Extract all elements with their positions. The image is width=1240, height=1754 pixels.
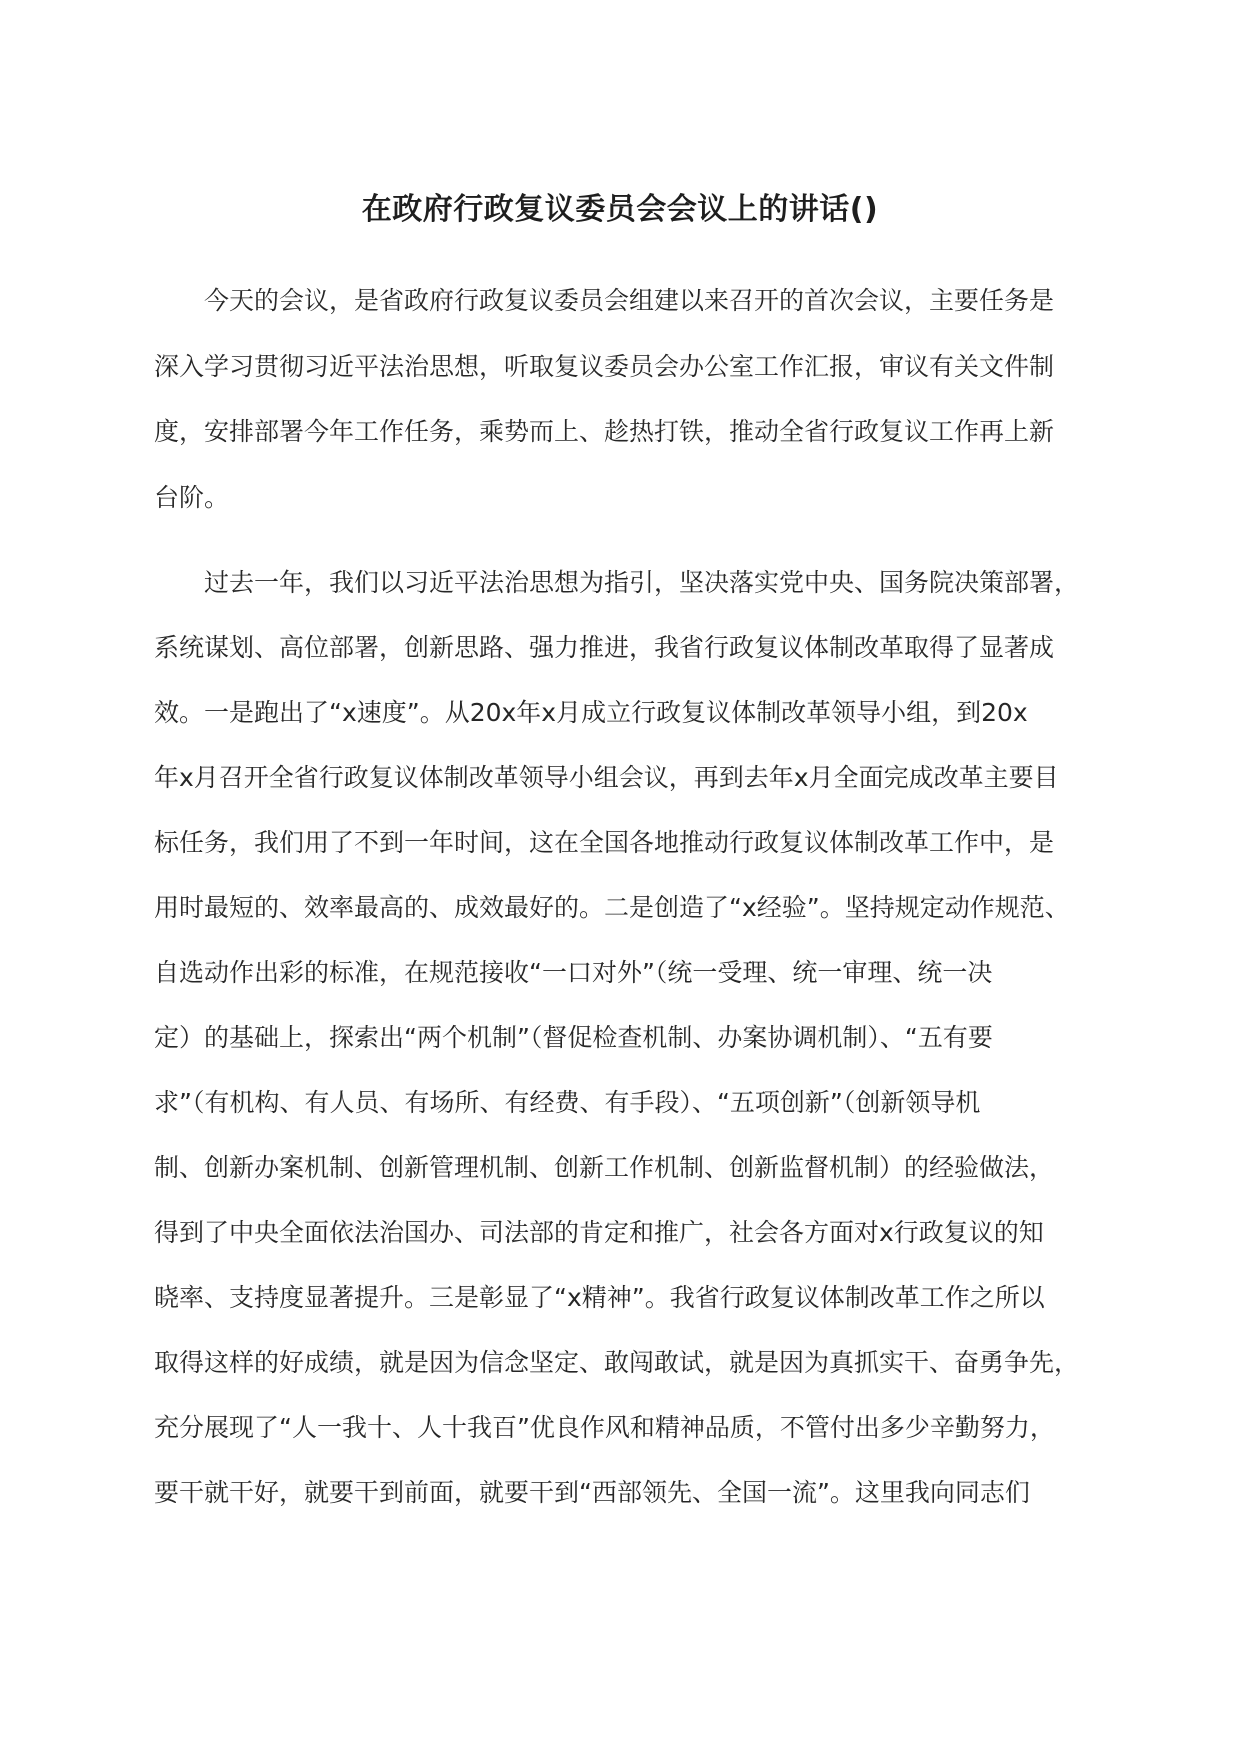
paragraph-line: 要干就干好，就要干到前面，就要干到“西部领先、全国一流”。这里我向同志们 bbox=[154, 1478, 1030, 1507]
paragraph-line: 系统谋划、高位部署，创新思路、强力推进，我省行政复议体制改革取得了显著成 bbox=[154, 633, 1055, 662]
paragraph-line: 自选动作出彩的标准，在规范接收“一口对外”（统一受理、统一审理、统一决 bbox=[154, 958, 993, 987]
paragraph-line: 度，安排部署今年工作任务，乘势而上、趁热打铁，推动全省行政复议工作再上新 bbox=[154, 417, 1055, 446]
paragraph-line: 用时最短的、效率最高的、成效最好的。二是创造了“x经验”。坚持规定动作规范、 bbox=[154, 893, 1070, 922]
paragraph-line: 得到了中央全面依法治国办、司法部的肯定和推广，社会各方面对x行政复议的知 bbox=[154, 1218, 1044, 1247]
paragraph-line: 晓率、支持度显著提升。三是彰显了“x精神”。我省行政复议体制改革工作之所以 bbox=[154, 1283, 1045, 1312]
paragraph-line: 取得这样的好成绩，就是因为信念坚定、敢闯敢试，就是因为真抓实干、奋勇争先， bbox=[154, 1348, 1080, 1377]
paragraph-line: 效。一是跑出了“x速度”。从20x年x月成立行政复议体制改革领导小组，到20x bbox=[154, 698, 1028, 727]
paragraph-line: 充分展现了“人一我十、人十我百”优良作风和精神品质，不管付出多少辛勤努力， bbox=[154, 1413, 1055, 1442]
paragraph-line: 标任务，我们用了不到一年时间，这在全国各地推动行政复议体制改革工作中，是 bbox=[154, 828, 1055, 857]
paragraph-line: 台阶。 bbox=[154, 483, 230, 512]
paragraph-line: 今天的会议，是省政府行政复议委员会组建以来召开的首次会议，主要任务是 bbox=[204, 286, 1055, 315]
paragraph-line: 制、创新办案机制、创新管理机制、创新工作机制、创新监督机制）的经验做法， bbox=[154, 1153, 1055, 1182]
paragraph-line: 求”（有机构、有人员、有场所、有经费、有手段）、“五项创新”（创新领导机 bbox=[154, 1088, 981, 1117]
paragraph-line: 年x月召开全省行政复议体制改革领导小组会议，再到去年x月全面完成改革主要目 bbox=[154, 763, 1059, 792]
paragraph-line: 过去一年，我们以习近平法治思想为指引，坚决落实党中央、国务院决策部署， bbox=[204, 568, 1080, 597]
paragraph-line: 定）的基础上，探索出“两个机制”（督促检查机制、办案协调机制）、“五有要 bbox=[154, 1023, 993, 1052]
paragraph-line: 深入学习贯彻习近平法治思想，听取复议委员会办公室工作汇报，审议有关文件制 bbox=[154, 352, 1055, 381]
document-title: 在政府行政复议委员会会议上的讲话() bbox=[361, 192, 879, 227]
